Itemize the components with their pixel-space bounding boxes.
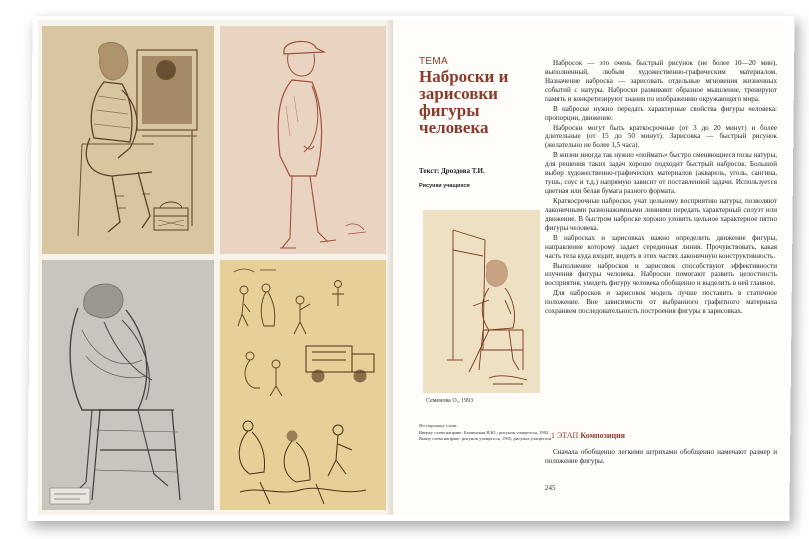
left-page (38, 20, 393, 515)
source-notes-bottom: Внизу слева направо: рисунок учащегося, 1995; рисунок учащегося (419, 436, 552, 442)
paragraph: В жизни иногда так нужно «поймать» быстро сменяющиеся позы натуры, для решения таких задач хорошо подходит быстрый набросок. Большой выбор художественно-графических материалов (акварель, уголь, сангина, тушь, соус и т.д.) напрямую зависит от поставленной задачи. Используется цветная или белая бумага разного формата. (545, 151, 777, 195)
right-page (393, 20, 786, 515)
street-sketches-sketch (220, 260, 386, 510)
section-heading (551, 431, 625, 440)
paragraph: Наброски могут быть краткосрочные (от 3 до 20 минут) и более длительные (от 15 до 50 минут). Зарисовка — быстрый рисунок (желательно не более 1,5 часа). (545, 123, 777, 150)
plate-street-sketches (220, 260, 386, 510)
section-title: Композиция (580, 431, 626, 440)
sketch-caption: Семенова О., 1993 (426, 398, 474, 404)
plate-standing-boy (220, 26, 386, 254)
girl-drawing-sketch (423, 210, 540, 393)
paragraph: Выполнение набросков и зарисовок способствуют эффективности изучения фигуры человека. Наброски помогают развить целостность восприятия, увидеть фигуру человека обобщенно и выделить в ней главное. (545, 261, 777, 288)
hunched-figure-sketch (42, 260, 214, 510)
source-notes-top: Вверху слева направо: Бычинская И.Ю.; рисунок учащегося, 1992 (419, 429, 549, 435)
topic-label: ТЕМА (419, 56, 448, 67)
paragraph: В наброске нужно передать характерные свойства фигуры человека: пропорции, движение. (545, 104, 777, 122)
page-number: 245 (545, 484, 556, 492)
article-body (545, 59, 777, 317)
paragraph: В набросках и зарисовках важно определить движение фигуры, направление которому задает серединная линия. Прочувствовать, какая часть тела куда входит, видеть в этих частях лаконичную конструктивность. (545, 233, 777, 260)
article-author: Текст: Дроздова Т.И. (419, 167, 485, 175)
paragraph: Краткосрочные наброски, учат цельному восприятию натуры, позволяют лаконичными разнонажимными линиями передать характерный силуэт или движение. В быстром наброске хорошо уловить цельное характерное пятно фигуры человека. (545, 196, 777, 232)
inset-sketch (423, 210, 540, 393)
plate-seated-girl (42, 26, 214, 254)
article-title: Наброски и зарисовки фигуры человека (419, 67, 509, 137)
source-notes-heading: На странице слева: (419, 423, 458, 428)
section-stage: 1 ЭТАП (551, 431, 579, 440)
paragraph: Для набросков и зарисовок модель лучше поставить в статичное положение. Вне зависимости от выбранного графитного материала сохраняем последовательность построения фигуры в зарисовках. (545, 289, 777, 316)
plate-hunched-figure (42, 260, 214, 510)
paragraph: Набросок — это очень быстрый рисунок (не более 10—20 мин), выполненный, любым художественно-графическим материалом. Назначение наброска — зарисовать отдельные мгновения жизненных событий с натуры. Наброски развивают образное мышление, тренируют память и конкретизируют знания по изображению окружающего мира. (545, 59, 777, 103)
book-spread (38, 20, 786, 515)
section-text: Сначала обобщенно легкими штрихами обобщенно намечают размер и положение фигуры. (545, 448, 777, 465)
standing-boy-sketch (220, 26, 386, 254)
article-subtitle: Рисунки учащихся (419, 183, 470, 189)
seated-girl-sketch (42, 26, 214, 254)
source-notes (419, 423, 557, 443)
